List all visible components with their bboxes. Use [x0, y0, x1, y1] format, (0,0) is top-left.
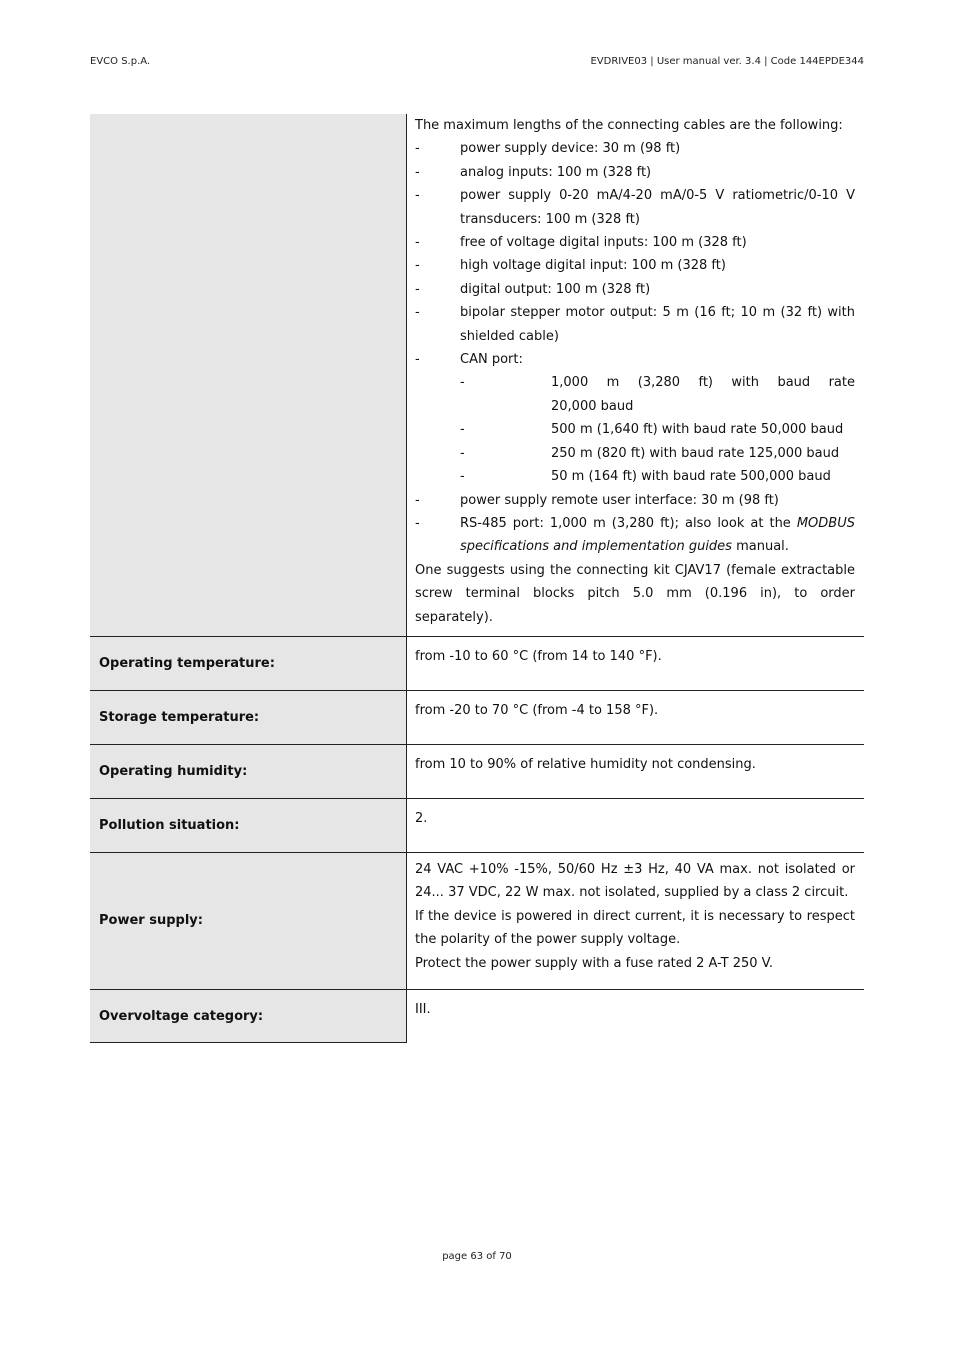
list-item-text: power supply 0-20 mA/4-20 mA/0-5 V ratiometric/0-10 V transducers: 100 m (328 ft): [460, 188, 855, 227]
overvoltage-category-label: Overvoltage category:: [99, 1008, 264, 1024]
power-supply-value: [407, 852, 865, 989]
cables-suggestion: One suggests using the connecting kit CJAV17 (female extractable screw terminal blocks pitch 5.0 mm (0.196 in), to order separately).: [415, 562, 855, 625]
sub-list-item-text-continued: 20,000 baud: [551, 398, 634, 414]
power-supply-fuse-note: Protect the power supply with a fuse rated 2 A-T 250 V.: [415, 955, 774, 971]
page-number: page 63 of 70: [442, 1251, 512, 1262]
table-row: [90, 690, 864, 744]
list-item-text: digital output: 100 m (328 ft): [460, 281, 651, 297]
pollution-situation-value: 2.: [407, 798, 865, 852]
list-dash: -: [415, 235, 420, 251]
overvoltage-category-value: III.: [415, 1001, 431, 1017]
table-row: [90, 989, 864, 1043]
operating-humidity-label: Operating humidity:: [99, 763, 248, 779]
list-dash: -: [460, 375, 465, 391]
list-dash: -: [415, 281, 420, 297]
list-item: [415, 137, 855, 160]
list-dash: -: [460, 445, 465, 461]
list-item: [415, 161, 855, 184]
value-cell-cables: [407, 114, 865, 636]
list-dash: -: [415, 258, 420, 274]
rs485-manual-title: MODBUS specifications and implementation guides: [460, 515, 855, 555]
sub-list-item: [415, 418, 855, 441]
power-supply-text: 24 VAC +10% -15%, 50/60 Hz ±3 Hz, 40 VA max. not isolated or 24... 37 VDC, 22 W max. not isolated, supplied by a class 2 circuit.: [415, 861, 855, 901]
pollution-situation-label: Pollution situation:: [99, 817, 240, 833]
list-item: [415, 278, 855, 301]
sub-list-item-text: 500 m (1,640 ft) with baud rate 50,000 baud: [551, 422, 844, 438]
list-item: [415, 231, 855, 254]
sub-list-item-text: 250 m (820 ft) with baud rate 125,000 baud: [551, 445, 840, 461]
list-item-text: bipolar stepper motor output: 5 m (16 ft; 10 m (32 ft) with shielded cable): [460, 305, 855, 344]
list-item: [415, 184, 855, 231]
label-cell-empty: [90, 114, 407, 636]
operating-humidity-value: from 10 to 90% of relative humidity not condensing.: [407, 744, 865, 798]
list-item: [415, 301, 855, 348]
list-dash: -: [415, 492, 420, 508]
sub-list-item-text: 1,000 m (3,280 ft) with baud rate: [551, 375, 855, 391]
list-item-text: analog inputs: 100 m (328 ft): [460, 164, 652, 180]
operating-temperature-label: Operating temperature:: [99, 655, 275, 671]
list-item-text: free of voltage digital inputs: 100 m (328 ft): [460, 235, 747, 251]
list-item-text: power supply remote user interface: 30 m (98 ft): [460, 492, 779, 508]
list-dash: -: [415, 305, 420, 321]
list-item: [415, 254, 855, 277]
cables-intro: The maximum lengths of the connecting cables are the following:: [415, 118, 843, 133]
table-row-cables: [90, 114, 864, 636]
list-dash: -: [415, 515, 420, 531]
sub-list-item: [415, 465, 855, 488]
specifications-table: [90, 114, 864, 1043]
list-item-text: power supply device: 30 m (98 ft): [460, 141, 681, 157]
list-item-text: CAN port:: [460, 352, 523, 368]
header-company: EVCO S.p.A.: [90, 56, 151, 67]
sub-list-item: [415, 442, 855, 465]
list-dash: -: [415, 188, 420, 204]
header-doc-info: EVDRIVE03 | User manual ver. 3.4 | Code 144EPDE344: [590, 56, 864, 67]
list-dash: -: [415, 141, 420, 157]
list-dash: -: [460, 469, 465, 485]
power-supply-polarity-note: If the device is powered in direct current, it is necessary to respect the polarity of the power supply voltage.: [415, 908, 855, 948]
table-row: [90, 798, 864, 852]
sub-list-item: [415, 371, 855, 418]
storage-temperature-value: from -20 to 70 °C (from -4 to 158 °F).: [407, 690, 865, 744]
list-dash: -: [415, 352, 420, 368]
rs485-text-end: manual.: [731, 539, 789, 555]
table-row: [90, 852, 864, 989]
list-item: [415, 512, 855, 559]
power-supply-label: Power supply:: [99, 913, 203, 929]
table-row: [90, 744, 864, 798]
list-item-rs485: [460, 512, 855, 559]
list-item-text: high voltage digital input: 100 m (328 ft): [460, 258, 726, 274]
operating-temperature-value: from -10 to 60 °C (from 14 to 140 °F).: [407, 636, 865, 690]
list-dash: -: [460, 422, 465, 438]
rs485-text: RS-485 port: 1,000 m (3,280 ft); also look at the: [460, 515, 797, 531]
sub-list-item-text: 50 m (164 ft) with baud rate 500,000 baud: [551, 469, 831, 485]
list-item: [415, 489, 855, 512]
list-dash: -: [415, 164, 420, 180]
list-item: [415, 348, 855, 371]
storage-temperature-label: Storage temperature:: [99, 709, 260, 725]
table-row: [90, 636, 864, 690]
